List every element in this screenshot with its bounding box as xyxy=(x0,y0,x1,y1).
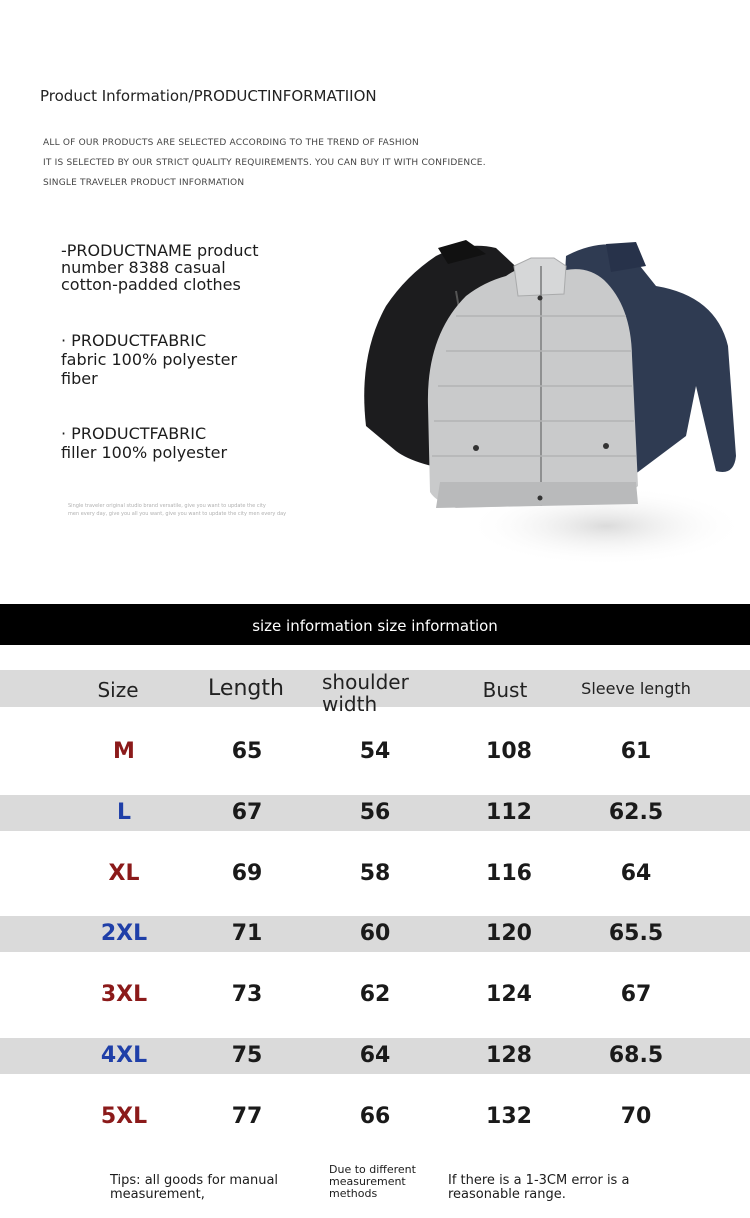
intro-line: IT IS SELECTED BY OUR STRICT QUALITY REQUIREMENTS. YOU CAN BUY IT WITH CONFIDENCE. xyxy=(43,158,486,168)
spec-line: fiber xyxy=(61,369,98,388)
fine-print: Single traveler original studio brand versatile, give you want to update the city xyxy=(68,503,266,509)
cell-length: 65 xyxy=(231,739,263,764)
cell-sleeve: 70 xyxy=(620,1104,652,1129)
fine-print: men every day, give you all you want, give you want to update the city men every day xyxy=(68,511,287,517)
header-bust: Bust xyxy=(482,678,528,702)
cell-size: 4XL xyxy=(100,1043,148,1068)
cell-sleeve: 67 xyxy=(620,982,652,1007)
cell-length: 77 xyxy=(231,1104,263,1129)
spec-product-name xyxy=(61,242,301,293)
cell-sleeve: 62.5 xyxy=(608,800,664,825)
cell-length: 73 xyxy=(231,982,263,1007)
cell-shoulder: 66 xyxy=(359,1104,391,1129)
cell-bust: 116 xyxy=(486,861,532,886)
cell-size: 3XL xyxy=(100,982,148,1007)
header-shoulder-line: shoulder xyxy=(322,670,409,694)
footer-line: Due to different xyxy=(329,1163,416,1176)
cell-shoulder: 56 xyxy=(359,800,391,825)
footer-line: measurement, xyxy=(110,1187,205,1202)
cell-length: 69 xyxy=(231,861,263,886)
cell-bust: 132 xyxy=(486,1104,532,1129)
cell-sleeve: 61 xyxy=(620,739,652,764)
puffer-jackets-photo xyxy=(356,236,750,566)
cell-shoulder: 60 xyxy=(359,921,391,946)
cell-bust: 120 xyxy=(486,921,532,946)
cell-size: XL xyxy=(108,861,140,886)
size-info-band xyxy=(0,604,750,645)
header-size: Size xyxy=(97,678,139,702)
cell-sleeve: 68.5 xyxy=(608,1043,664,1068)
size-info-label: size information size information xyxy=(252,617,498,635)
footer-tips xyxy=(110,1174,310,1202)
spec-line: cotton-padded clothes xyxy=(61,275,241,294)
cell-size: M xyxy=(113,739,135,764)
cell-bust: 124 xyxy=(486,982,532,1007)
spec-line: · PRODUCTFABRIC xyxy=(61,424,207,443)
cell-bust: 128 xyxy=(486,1043,532,1068)
footer-line: Tips: all goods for manual xyxy=(110,1173,279,1188)
spec-filler xyxy=(61,424,301,462)
spec-line: · PRODUCTFABRIC xyxy=(61,331,207,350)
cell-size: 2XL xyxy=(100,921,148,946)
footer-error xyxy=(448,1174,668,1202)
footer-line: measurement xyxy=(329,1175,406,1188)
cell-sleeve: 64 xyxy=(620,861,652,886)
page-title: Product Information/PRODUCTINFORMATIION xyxy=(40,87,377,105)
cell-shoulder: 58 xyxy=(359,861,391,886)
cell-shoulder: 64 xyxy=(359,1043,391,1068)
spec-line: filler 100% polyester xyxy=(61,443,228,462)
cell-shoulder: 54 xyxy=(359,739,391,764)
header-sleeve-length: Sleeve length xyxy=(581,679,691,698)
footer-line: methods xyxy=(329,1187,378,1200)
cell-size: L xyxy=(116,800,132,825)
spec-line: fabric 100% polyester xyxy=(61,350,238,369)
footer-due xyxy=(329,1164,439,1200)
cell-shoulder: 62 xyxy=(359,982,391,1007)
footer-line: If there is a 1-3CM error is a xyxy=(448,1173,630,1188)
intro-line: ALL OF OUR PRODUCTS ARE SELECTED ACCORDING TO THE TREND OF FASHION xyxy=(43,138,419,148)
cell-length: 71 xyxy=(231,921,263,946)
footer-line: reasonable range. xyxy=(448,1187,566,1202)
header-shoulder-width xyxy=(322,671,422,715)
cell-length: 75 xyxy=(231,1043,263,1068)
cell-size: 5XL xyxy=(100,1104,148,1129)
cell-length: 67 xyxy=(231,800,263,825)
spec-fabric xyxy=(61,331,301,388)
header-shoulder-line: width xyxy=(322,692,378,716)
cell-bust: 112 xyxy=(486,800,532,825)
spec-line: number 8388 casual xyxy=(61,258,226,277)
spec-line: -PRODUCTNAME product xyxy=(61,241,259,260)
cell-bust: 108 xyxy=(486,739,532,764)
header-length: Length xyxy=(208,676,284,701)
intro-line: SINGLE TRAVELER PRODUCT INFORMATION xyxy=(43,178,245,188)
cell-sleeve: 65.5 xyxy=(608,921,664,946)
